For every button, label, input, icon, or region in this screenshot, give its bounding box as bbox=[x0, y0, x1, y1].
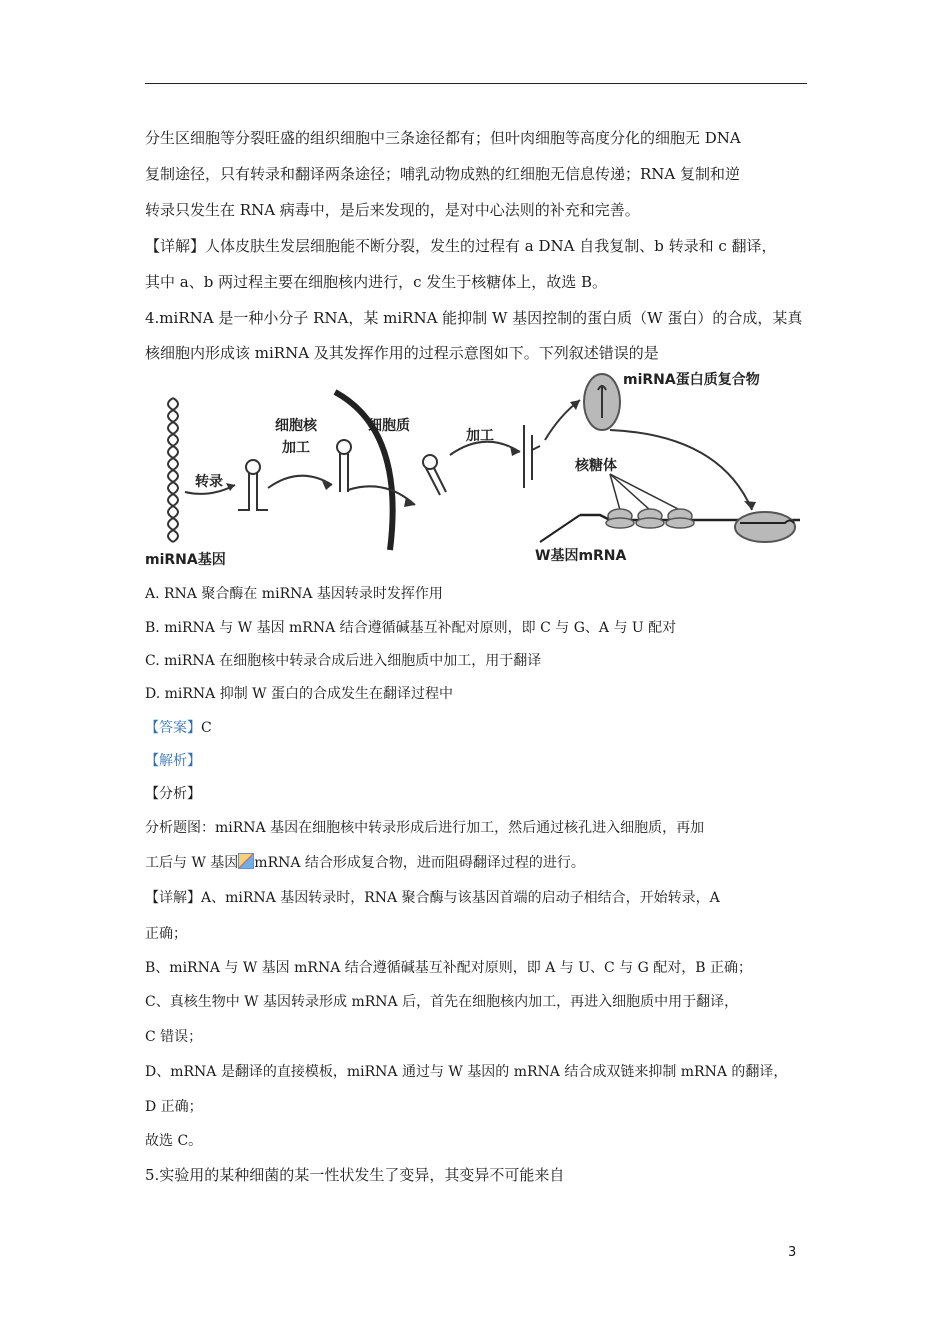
detail-line-7: D 正确； bbox=[145, 1099, 203, 1115]
cytoplasm-hairpin bbox=[423, 455, 446, 495]
option-d: D. miRNA 抑制 W 蛋白的合成发生在翻译过程中 bbox=[145, 686, 454, 702]
q4-stem-line-1: 4.miRNA 是一种小分子 RNA，某 miRNA 能抑制 W 基因控制的蛋白质（W 蛋白）的合成，某真 bbox=[145, 309, 803, 327]
detail-line-5: C 错误； bbox=[145, 1029, 203, 1045]
intro-line-3: 转录只发生在 RNA 病毒中，是后来发现的，是对中心法则的补充和完善。 bbox=[145, 201, 640, 219]
prev-detail-line-2: 其中 a、b 两过程主要在细胞核内进行，c 发生于核糖体上，故选 B。 bbox=[145, 273, 608, 291]
ribosome-pointers bbox=[610, 474, 680, 510]
fenxi-line-1: 分析题图：miRNA 基因在细胞核中转录形成后进行加工，然后通过核孔进入细胞质，再加 bbox=[145, 820, 705, 836]
detail-line-1: 【详解】A、miRNA 基因转录时，RNA 聚合酶与该基因首端的启动子相结合，开始转录，A bbox=[145, 890, 720, 906]
analysis-label: 【解析】 bbox=[145, 753, 201, 769]
answer-label: 【答案】 bbox=[145, 720, 201, 736]
label-cytoplasm: 细胞质 bbox=[368, 418, 410, 434]
fenxi-line-2 bbox=[145, 853, 585, 873]
detail-line-4: C、真核生物中 W 基因转录形成 mRNA 后，首先在细胞核内加工，再进入细胞质中用于翻译， bbox=[145, 994, 739, 1010]
bound-complex bbox=[735, 512, 795, 542]
label-ribosome: 核糖体 bbox=[575, 458, 617, 474]
option-a: A. RNA 聚合酶在 miRNA 基因转录时发挥作用 bbox=[145, 586, 443, 602]
label-transcription: 转录 bbox=[195, 474, 223, 490]
label-w-gene-mrna: W基因mRNA bbox=[535, 548, 627, 564]
mirna-protein-complex bbox=[584, 374, 620, 430]
option-c: C. miRNA 在细胞核中转录合成后进入细胞质中加工，用于翻译 bbox=[145, 653, 542, 669]
label-mirna-gene: miRNA基因 bbox=[145, 552, 226, 568]
nuclear-membrane bbox=[335, 392, 393, 550]
q4-stem-line-2: 核细胞内形成该 miRNA 及其发挥作用的过程示意图如下。下列叙述错误的是 bbox=[145, 344, 659, 362]
intro-line-1: 分生区细胞等分裂旺盛的组织细胞中三条途径都有；但叶肉细胞等高度分化的细胞无 DNA bbox=[145, 129, 741, 147]
header-rule bbox=[145, 83, 807, 84]
label-nucleus: 细胞核 bbox=[275, 418, 317, 434]
fenxi-line-2b: mRNA 结合形成复合物，进而阻碍翻译过程的进行。 bbox=[254, 855, 585, 871]
mirna-gene-helix bbox=[168, 398, 178, 542]
intro-line-2: 复制途径，只有转录和翻译两条途径；哺乳动物成熟的红细胞无信息传递；RNA 复制和逆 bbox=[145, 165, 741, 183]
mirna-process-diagram bbox=[140, 370, 820, 570]
ribosomes bbox=[606, 509, 694, 528]
pri-mirna-hairpin bbox=[238, 460, 268, 510]
detail-line-6: D、mRNA 是翻译的直接模板，miRNA 通过与 W 基因的 mRNA 结合成双链来抑制 mRNA 的翻译， bbox=[145, 1064, 788, 1080]
pre-mirna-hairpin bbox=[337, 440, 351, 492]
fenxi-label: 【分析】 bbox=[145, 786, 201, 802]
q5-stem: 5.实验用的某种细菌的某一性状发生了变异，其变异不可能来自 bbox=[145, 1166, 565, 1184]
binding-arrow bbox=[610, 430, 752, 510]
label-complex: miRNA蛋白质复合物 bbox=[623, 372, 760, 388]
broken-image-icon bbox=[238, 853, 254, 869]
option-b: B. miRNA 与 W 基因 mRNA 结合遵循碱基互补配对原则，即 C 与 G、A 与 U 配对 bbox=[145, 620, 677, 636]
detail-line-2: 正确； bbox=[145, 926, 187, 942]
page-number: 3 bbox=[788, 1245, 797, 1260]
label-processing-1: 加工 bbox=[282, 440, 310, 456]
detail-line-8: 故选 C。 bbox=[145, 1133, 203, 1149]
detail-line-3: B、miRNA 与 W 基因 mRNA 结合遵循碱基互补配对原则，即 A 与 U、C 与 G 配对，B 正确； bbox=[145, 960, 753, 976]
prev-detail-line-1: 【详解】人体皮肤生发层细胞能不断分裂，发生的过程有 a DNA 自我复制、b 转录和 c 翻译， bbox=[145, 237, 777, 255]
fenxi-line-2a: 工后与 W 基因 bbox=[145, 855, 239, 871]
answer-value: C bbox=[201, 720, 212, 736]
mirna-duplex bbox=[524, 425, 540, 488]
export-arrow bbox=[348, 486, 415, 505]
label-processing-2: 加工 bbox=[466, 428, 494, 444]
answer-line bbox=[145, 718, 212, 738]
